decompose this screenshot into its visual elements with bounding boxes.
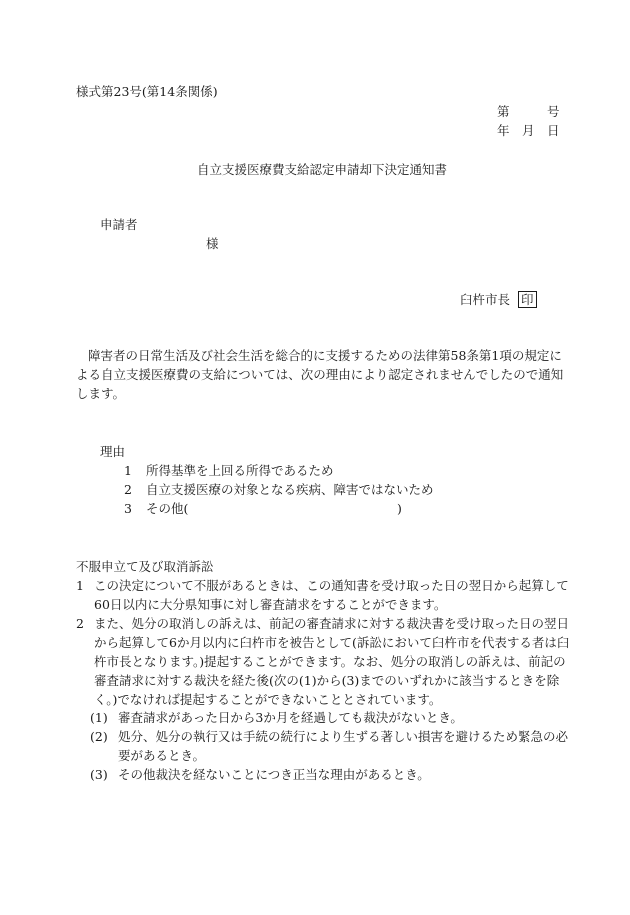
appeal-subitem-number: (2) [90, 729, 108, 744]
reason-item [124, 462, 333, 480]
reason-item [124, 500, 188, 518]
applicant-honorific: 様 [206, 236, 219, 251]
appeal-item [76, 614, 570, 709]
reason-number: 3 [124, 501, 132, 516]
notice-body: 障害者の日常生活及び社会生活を総合的に支援するための法律第58条第1項の規定による自立支援医療費の支給については、次の理由により認定されませんでしたので通知します。 [76, 348, 564, 401]
appeal-item [76, 576, 570, 614]
appeal-subitem-number: (1) [90, 710, 108, 725]
document-title: 自立支援医療費支給認定申請却下決定通知書 [197, 162, 448, 177]
issuer-name: 臼杵市長 [460, 292, 511, 307]
document-number-label: 第 号 [497, 104, 560, 119]
reason-item [124, 481, 433, 499]
reason-number: 1 [124, 463, 132, 478]
appeal-number: 1 [76, 578, 84, 593]
reason-heading: 理由 [100, 444, 126, 459]
appeal-subitem-text: 処分、処分の執行又は手続の続行により生ずる著しい損害を避けるため緊急の必要があるとき。 [118, 729, 569, 763]
seal-mark: 印 [518, 291, 537, 308]
appeal-text: この決定について不服があるときは、この通知書を受け取った日の翌日から起算して60日以内に大分県知事に対し審査請求をすることができます。 [94, 578, 569, 612]
reason-text: その他( [145, 501, 189, 516]
date-label: 年 月 日 [497, 123, 560, 138]
appeal-heading: 不服申立て及び取消訴訟 [76, 559, 214, 574]
appeal-subitem [90, 708, 570, 727]
appeal-subitem [90, 765, 570, 784]
reason-number: 2 [124, 482, 132, 497]
appeal-text: また、処分の取消しの訴えは、前記の審査請求に対する裁決書を受け取った日の翌日から起算して6か月以内に臼杵市を被告として(訴訟において臼杵市を代表する者は臼杵市長となります。)提起することができます。なお、処分の取消しの訴えは、前記の審査請求に対する裁決を経た後(次の(1)から(3)までのいずれかに該当するときを除く。)でなければ提起することができないこととされています。 [94, 616, 570, 707]
appeal-subitem-number: (3) [90, 767, 108, 782]
appeal-subitem-text: 審査請求があった日から3か月を経過しても裁決がないとき。 [118, 710, 463, 725]
reason-other-close: ) [397, 501, 402, 516]
issuer-block [460, 291, 537, 309]
form-number: 様式第23号(第14条関係) [76, 84, 218, 99]
reason-text: 所得基準を上回る所得であるため [145, 463, 334, 478]
appeal-number: 2 [76, 616, 84, 631]
appeal-subitem [90, 727, 570, 765]
reason-text: 自立支援医療の対象となる疾病、障害ではないため [145, 482, 434, 497]
appeal-subitem-text: その他裁決を経ないことにつき正当な理由があるとき。 [118, 767, 430, 782]
applicant-label: 申請者 [100, 217, 138, 232]
